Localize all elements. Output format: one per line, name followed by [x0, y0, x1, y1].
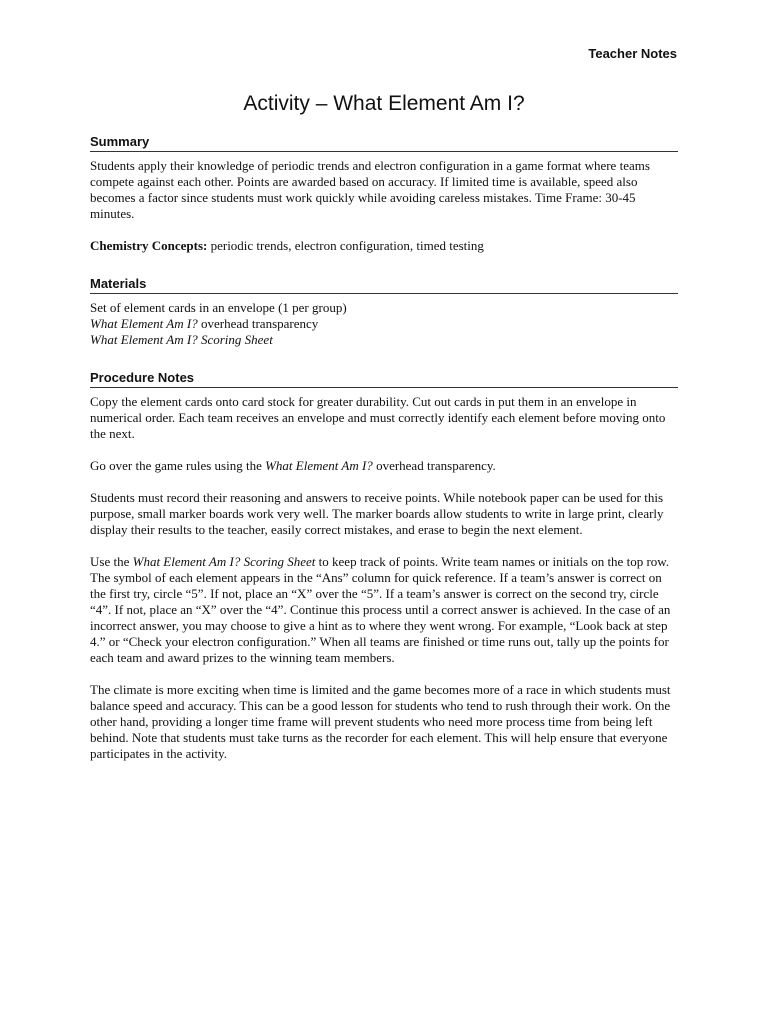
chemistry-concepts — [90, 238, 678, 254]
materials-item — [90, 316, 678, 332]
procedure-text: Use the — [90, 554, 133, 569]
materials-item-italic: What Element Am I? — [90, 316, 198, 331]
procedure-text: to keep track of points. Write team names or initials on the top row. The symbol of each element appears in the “Ans” column for quick reference. If a team’s answer is correct on the first try, circle “5”. If not, place an “X” over the “5”. If a team’s answer is correct on the second try, circle “4”. If not, place an “X” over the “4”. Continue this process until a correct answer is achieved. In the case of an incorrect answer, you may choose to give a hint as to where they went wrong. For example, “Look back at step 4.” or “Check your electron configuration.” When all teams are finished or time runs out, tally up the points for each team and award prizes to the winning team members. — [90, 554, 671, 665]
procedure-text: Go over the game rules using the — [90, 458, 266, 473]
materials-heading: Materials — [90, 276, 678, 294]
procedure-paragraph — [90, 458, 678, 474]
procedure-paragraph: Students must record their reasoning and answers to receive points. While notebook paper can be used for this purpose, small marker boards work very well. The marker boards allow students to write in large print, clearly display their results to the teacher, easily correct mistakes, and erase to begin the next element. — [90, 490, 664, 537]
procedure-paragraph — [90, 554, 678, 666]
materials-list — [90, 300, 678, 348]
procedure-heading: Procedure Notes — [90, 370, 678, 388]
concepts-label: Chemistry Concepts: — [90, 238, 208, 253]
procedure-italic: What Element Am I? — [265, 458, 373, 473]
materials-item-rest: overhead transparency — [197, 316, 319, 331]
procedure-text: overhead transparency. — [372, 458, 496, 473]
procedure-italic: What Element Am I? Scoring Sheet — [132, 554, 316, 569]
materials-item: Set of element cards in an envelope (1 per group) — [90, 300, 347, 315]
teacher-notes-header: Teacher Notes — [588, 46, 677, 61]
procedure-paragraph: Copy the element cards onto card stock for greater durability. Cut out cards in put them in an envelope in numerical order. Each team receives an envelope and must correctly identify each element before moving onto the next. — [90, 394, 666, 441]
materials-item — [90, 332, 678, 348]
materials-item-italic: What Element Am I? Scoring Sheet — [90, 332, 273, 347]
document-body — [90, 134, 678, 778]
concepts-text: periodic trends, electron configuration, timed testing — [207, 238, 484, 253]
summary-paragraph: Students apply their knowledge of periodic trends and electron configuration in a game format where teams compete against each other. Points are awarded based on accuracy. If limited time is available, speed also becomes a factor since students must work quickly while avoiding careless mistakes. Time Frame: 30-45 minutes. — [90, 158, 650, 221]
procedure-paragraph: The climate is more exciting when time is limited and the game becomes more of a race in which students must balance speed and accuracy. This can be a good lesson for students who tend to rush through their work. On the other hand, providing a longer time frame will prevent students who need more process time from being left behind. Note that students must take turns as the recorder for each element. This will help ensure that everyone participates in the activity. — [90, 682, 671, 761]
summary-heading: Summary — [90, 134, 678, 152]
page-title: Activity – What Element Am I? — [243, 92, 525, 115]
